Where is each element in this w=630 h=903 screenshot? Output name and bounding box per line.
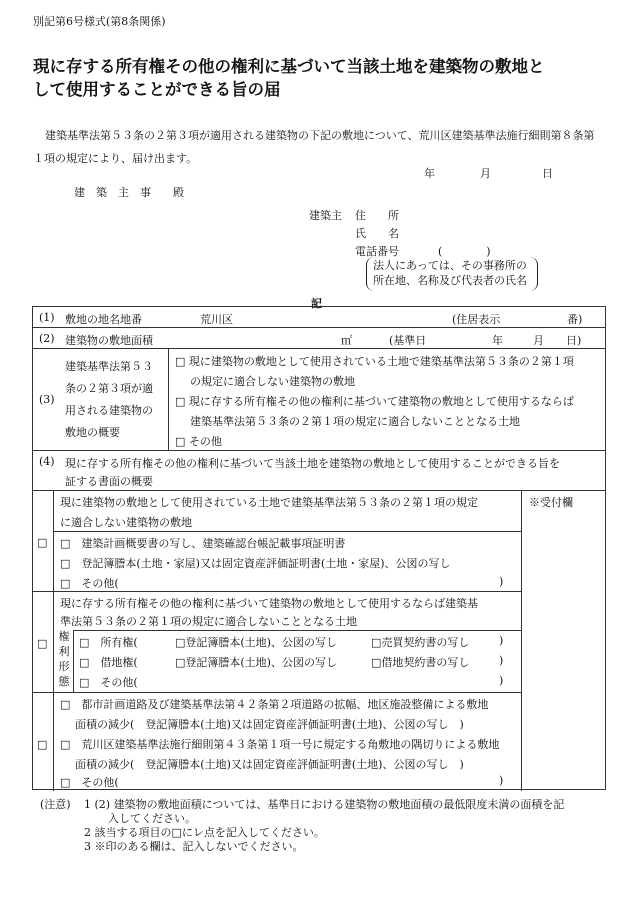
receipt-column-label: ※受付欄 xyxy=(529,496,573,509)
row3-option2-line1[interactable]: □ 現に存する所有権その他の権利に基づいて建築物の敷地として使用するならば xyxy=(175,395,574,408)
sectionB-other-close: ) xyxy=(499,674,504,687)
row1-residence-label: (住居表示 xyxy=(452,313,501,326)
corporate-note xyxy=(366,257,538,291)
sectionB-checkbox[interactable]: □ xyxy=(37,637,48,650)
row1-ban: 番) xyxy=(567,313,583,326)
row3-option2-line2: 建築基準法第５３条の２第１項の規定に適合しないこととなる土地 xyxy=(190,415,520,428)
form-title-line1: 現に存する所有権その他の権利に基づいて当該土地を建築物の敷地と xyxy=(33,57,545,76)
row2-year: 年 xyxy=(492,334,503,347)
addressee: 建 築 主 事 殿 xyxy=(74,186,184,199)
row2-month: 月 xyxy=(533,334,544,347)
sectionB-ownership-contract[interactable]: □売買契約書の写し xyxy=(371,636,470,649)
row2-base-date: (基準日 xyxy=(389,334,427,347)
form-number: 別記第6号様式(第8条関係) xyxy=(33,15,166,28)
row2-label: 建築物の敷地面積 xyxy=(65,334,153,347)
corp-note-line2: 所在地、名称及び代表者の氏名 xyxy=(373,274,527,287)
sectionC-line3[interactable]: □ 荒川区建築基準法施行細則第４３条第１項一号に規定する角敷地の隅切りによる敷地 xyxy=(60,738,500,751)
row1-number: (1) xyxy=(39,311,55,324)
row2-day: 日) xyxy=(566,334,582,347)
row3-option3[interactable]: □ その他 xyxy=(175,435,222,448)
sectionA-heading-line2: に適合しない建築物の敷地 xyxy=(60,516,192,529)
sectionA-item1[interactable]: □ 建築計画概要書の写し、建築確認台帳記載事項証明書 xyxy=(60,537,346,550)
row1-label: 敷地の地名地番 xyxy=(65,313,142,326)
row1-ward: 荒川区 xyxy=(200,313,233,326)
sectionA-item3-close: ) xyxy=(499,575,504,588)
note1-line1: 1 (2) 建築物の敷地面積については、基準日における建築物の敷地面積の最低限度未満の面積を記 xyxy=(84,798,565,811)
sectionB-other[interactable]: □ その他( xyxy=(79,676,138,689)
ki-heading: 記 xyxy=(311,297,322,310)
main-table xyxy=(32,306,606,790)
row3-label: 建築基準法第５３条の２第３項が適用される建築物の敷地の概要 xyxy=(65,360,153,439)
date-month-label: 月 xyxy=(480,167,491,180)
row2-unit: ㎡ xyxy=(341,334,352,347)
sectionA-heading-line1: 現に建築物の敷地として使用されている土地で建築基準法第５３条の２第１項の規定 xyxy=(60,496,478,509)
row3-number: (3) xyxy=(39,393,55,406)
sectionB-ownership-close: ) xyxy=(499,634,504,647)
sectionB-leasehold-contract[interactable]: □借地契約書の写し xyxy=(371,656,470,669)
sectionB-heading-line2: 準法第５３条の２第１項の規定に適合しないこととなる土地 xyxy=(60,615,357,628)
row3-option1-line1[interactable]: □ 現に建築物の敷地として使用されている土地で建築基準法第５３条の２第１項 xyxy=(175,355,574,368)
corp-note-line1: 法人にあっては、その事務所の xyxy=(373,259,527,272)
sectionC-line5[interactable]: □ その他( xyxy=(60,776,119,789)
row4-line1: 現に存する所有権その他の権利に基づいて当該土地を建築物の敷地として使用することができる旨を xyxy=(65,457,560,470)
note2: 2 該当する項目の□にレ点を記入してください。 xyxy=(84,826,325,839)
date-year-label: 年 xyxy=(424,167,435,180)
sectionC-line2: 面積の減少( 登記簿謄本(土地)又は固定資産評価証明書(土地)、公図の写し ) xyxy=(75,718,464,731)
sectionB-ownership-doc[interactable]: □登記簿謄本(土地)、公図の写し xyxy=(175,636,337,649)
row2-number: (2) xyxy=(39,332,55,345)
sectionB-heading-line1: 現に存する所有権その他の権利に基づいて建築物の敷地として使用するならば建築基 xyxy=(60,597,478,610)
row4-line2: 証する書面の概要 xyxy=(65,475,153,488)
intro-paragraph: 建築基準法第５３条の２第３項が適用される建築物の下記の敷地について、荒川区建築基準法施行細則第８条第１項の規定により、届け出ます。 xyxy=(33,129,595,165)
phone-paren: ( ) xyxy=(438,245,491,258)
applicant-label: 建築主 xyxy=(309,209,342,222)
sectionB-side-label: 権利形態 xyxy=(58,630,70,688)
sectionB-leasehold-doc[interactable]: □登記簿謄本(土地)、公図の写し xyxy=(175,656,337,669)
name-label: 氏 名 xyxy=(355,227,399,240)
row4-number: (4) xyxy=(39,455,55,468)
sectionC-line1[interactable]: □ 都市計画道路及び建築基準法第４２条第２項道路の拡幅、地区施設整備による敷地 xyxy=(60,698,489,711)
row3-option1-line2: の規定に適合しない建築物の敷地 xyxy=(190,375,355,388)
note1-line2: 入してください。 xyxy=(108,812,196,825)
note3: 3 ※印のある欄は、記入しないでください。 xyxy=(84,840,304,853)
phone-label: 電話番号 xyxy=(355,245,399,258)
sectionC-line4: 面積の減少( 登記簿謄本(土地)又は固定資産評価証明書(土地)、公図の写し ) xyxy=(75,758,464,771)
sectionB-leasehold-close: ) xyxy=(499,654,504,667)
sectionA-item3[interactable]: □ その他( xyxy=(60,577,119,590)
sectionA-checkbox[interactable]: □ xyxy=(37,536,48,549)
sectionC-line5-close: ) xyxy=(499,774,504,787)
form-title-line2: して使用することができる旨の届 xyxy=(33,80,281,99)
sectionA-item2[interactable]: □ 登記簿謄本(土地・家屋)又は固定資産評価証明書(土地・家屋)、公図の写し xyxy=(60,557,451,570)
sectionB-leasehold[interactable]: □ 借地権( xyxy=(79,656,138,669)
date-day-label: 日 xyxy=(542,167,553,180)
sectionC-checkbox[interactable]: □ xyxy=(37,738,48,751)
sectionB-ownership[interactable]: □ 所有権( xyxy=(79,636,138,649)
notes-label: (注意) xyxy=(40,798,71,811)
address-label: 住 所 xyxy=(355,209,399,222)
